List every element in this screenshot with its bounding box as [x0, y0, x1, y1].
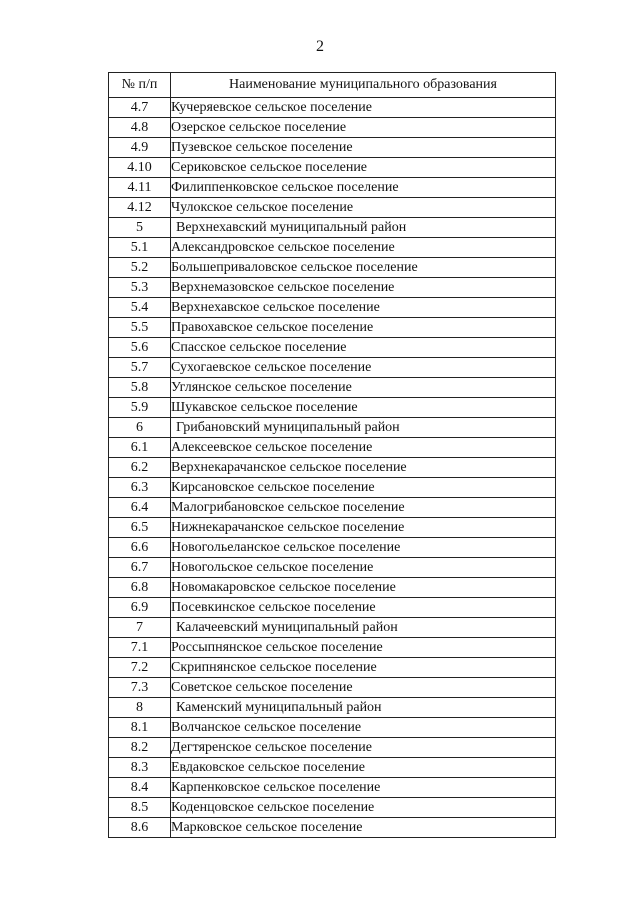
- table-row-district: [109, 218, 556, 238]
- table-row: [109, 578, 556, 598]
- row-number-cell: 5.3: [109, 278, 171, 298]
- row-number-cell: 6.9: [109, 598, 171, 618]
- row-number-cell: 8: [109, 698, 171, 718]
- table-row: [109, 518, 556, 538]
- table-row: [109, 178, 556, 198]
- row-number-cell: 6.1: [109, 438, 171, 458]
- settlement-name-cell: Коденцовское сельское поселение: [171, 798, 556, 818]
- row-number-cell: 6.3: [109, 478, 171, 498]
- row-number-cell: 7.1: [109, 638, 171, 658]
- table-row: [109, 298, 556, 318]
- row-number-cell: 5.5: [109, 318, 171, 338]
- row-number-cell: 5.8: [109, 378, 171, 398]
- table-row: [109, 718, 556, 738]
- table-header-row: [109, 73, 556, 98]
- table-row: [109, 778, 556, 798]
- page-number: 2: [316, 38, 324, 55]
- settlement-name-cell: Пузевское сельское поселение: [171, 138, 556, 158]
- table-row: [109, 818, 556, 838]
- table-row: [109, 398, 556, 418]
- table-row: [109, 118, 556, 138]
- district-name-cell: Каменский муниципальный район: [171, 698, 556, 718]
- table-row: [109, 438, 556, 458]
- settlement-name-cell: Евдаковское сельское поселение: [171, 758, 556, 778]
- table-row: [109, 378, 556, 398]
- row-number-cell: 4.10: [109, 158, 171, 178]
- row-number-cell: 5.9: [109, 398, 171, 418]
- row-number-cell: 5.4: [109, 298, 171, 318]
- settlement-name-cell: Верхнехавское сельское поселение: [171, 298, 556, 318]
- row-number-cell: 6: [109, 418, 171, 438]
- settlement-name-cell: Нижнекарачанское сельское поселение: [171, 518, 556, 538]
- row-number-cell: 6.6: [109, 538, 171, 558]
- column-header-name: Наименование муниципального образования: [171, 73, 556, 98]
- settlement-name-cell: Россыпнянское сельское поселение: [171, 638, 556, 658]
- table-row: [109, 638, 556, 658]
- settlement-name-cell: Советское сельское поселение: [171, 678, 556, 698]
- table-row: [109, 258, 556, 278]
- settlement-name-cell: Карпенковское сельское поселение: [171, 778, 556, 798]
- row-number-cell: 4.9: [109, 138, 171, 158]
- table-row: [109, 478, 556, 498]
- row-number-cell: 6.7: [109, 558, 171, 578]
- municipalities-table: [108, 72, 556, 838]
- settlement-name-cell: Спасское сельское поселение: [171, 338, 556, 358]
- table-row: [109, 658, 556, 678]
- settlement-name-cell: Шукавское сельское поселение: [171, 398, 556, 418]
- settlement-name-cell: Новогольеланское сельское поселение: [171, 538, 556, 558]
- row-number-cell: 8.6: [109, 818, 171, 838]
- settlement-name-cell: Новомакаровское сельское поселение: [171, 578, 556, 598]
- row-number-cell: 5.1: [109, 238, 171, 258]
- settlement-name-cell: Посевкинское сельское поселение: [171, 598, 556, 618]
- table-row: [109, 458, 556, 478]
- settlement-name-cell: Волчанское сельское поселение: [171, 718, 556, 738]
- table-row: [109, 338, 556, 358]
- table-row: [109, 798, 556, 818]
- district-name-cell: Калачеевский муниципальный район: [171, 618, 556, 638]
- row-number-cell: 4.7: [109, 98, 171, 118]
- table-row: [109, 758, 556, 778]
- row-number-cell: 6.4: [109, 498, 171, 518]
- settlement-name-cell: Сериковское сельское поселение: [171, 158, 556, 178]
- row-number-cell: 5.6: [109, 338, 171, 358]
- table-row: [109, 138, 556, 158]
- settlement-name-cell: Малогрибановское сельское поселение: [171, 498, 556, 518]
- table-row: [109, 318, 556, 338]
- row-number-cell: 5: [109, 218, 171, 238]
- row-number-cell: 7: [109, 618, 171, 638]
- settlement-name-cell: Верхнекарачанское сельское поселение: [171, 458, 556, 478]
- settlement-name-cell: Филиппенковское сельское поселение: [171, 178, 556, 198]
- settlement-name-cell: Алексеевское сельское поселение: [171, 438, 556, 458]
- row-number-cell: 5.2: [109, 258, 171, 278]
- row-number-cell: 8.2: [109, 738, 171, 758]
- table-row: [109, 738, 556, 758]
- settlement-name-cell: Углянское сельское поселение: [171, 378, 556, 398]
- settlement-name-cell: Марковское сельское поселение: [171, 818, 556, 838]
- settlement-name-cell: Большеприваловское сельское поселение: [171, 258, 556, 278]
- row-number-cell: 8.1: [109, 718, 171, 738]
- settlement-name-cell: Правохавское сельское поселение: [171, 318, 556, 338]
- table-row: [109, 198, 556, 218]
- table-body: [109, 98, 556, 838]
- settlement-name-cell: Озерское сельское поселение: [171, 118, 556, 138]
- settlement-name-cell: Чулокское сельское поселение: [171, 198, 556, 218]
- row-number-cell: 4.11: [109, 178, 171, 198]
- settlement-name-cell: Новогольское сельское поселение: [171, 558, 556, 578]
- row-number-cell: 4.12: [109, 198, 171, 218]
- table-row: [109, 558, 556, 578]
- row-number-cell: 8.3: [109, 758, 171, 778]
- settlement-name-cell: Александровское сельское поселение: [171, 238, 556, 258]
- row-number-cell: 6.5: [109, 518, 171, 538]
- table-row: [109, 278, 556, 298]
- table-row-district: [109, 698, 556, 718]
- row-number-cell: 5.7: [109, 358, 171, 378]
- settlement-name-cell: Сухогаевское сельское поселение: [171, 358, 556, 378]
- table-row: [109, 98, 556, 118]
- row-number-cell: 6.8: [109, 578, 171, 598]
- district-name-cell: Грибановский муниципальный район: [171, 418, 556, 438]
- settlement-name-cell: Кучеряевское сельское поселение: [171, 98, 556, 118]
- row-number-cell: 7.3: [109, 678, 171, 698]
- row-number-cell: 6.2: [109, 458, 171, 478]
- table-row: [109, 238, 556, 258]
- table-row: [109, 678, 556, 698]
- table-row: [109, 498, 556, 518]
- table-row-district: [109, 418, 556, 438]
- table-row: [109, 358, 556, 378]
- settlement-name-cell: Скрипнянское сельское поселение: [171, 658, 556, 678]
- row-number-cell: 8.5: [109, 798, 171, 818]
- settlement-name-cell: Верхнемазовское сельское поселение: [171, 278, 556, 298]
- settlement-name-cell: Дегтяренское сельское поселение: [171, 738, 556, 758]
- row-number-cell: 7.2: [109, 658, 171, 678]
- settlement-name-cell: Кирсановское сельское поселение: [171, 478, 556, 498]
- table-row: [109, 538, 556, 558]
- table-row-district: [109, 618, 556, 638]
- table-row: [109, 158, 556, 178]
- column-header-number: № п/п: [109, 73, 171, 98]
- district-name-cell: Верхнехавский муниципальный район: [171, 218, 556, 238]
- row-number-cell: 4.8: [109, 118, 171, 138]
- row-number-cell: 8.4: [109, 778, 171, 798]
- table-row: [109, 598, 556, 618]
